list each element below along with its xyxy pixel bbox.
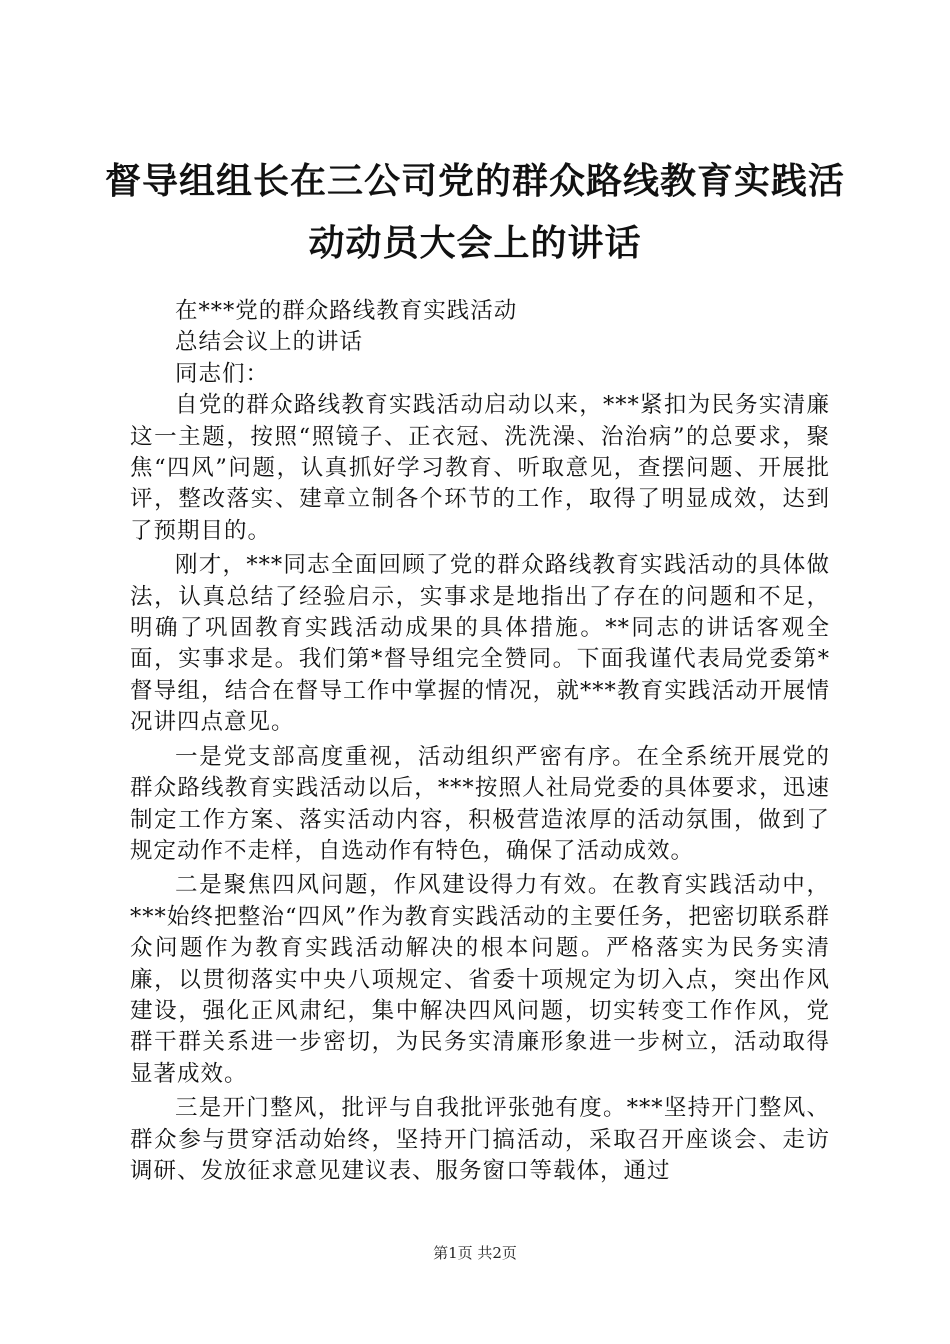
body-paragraph: 二是聚焦四风问题，作风建设得力有效。在教育实践活动中，***始终把整治“四风”作为教育实践活动的主要任务，把密切联系群众问题作为教育实践活动解决的根本问题。严格落实为民务实清廉，以贯彻落实中央八项规定、省委十项规定为切入点，突出作风建设，强化正风肃纪，集中解决四风问题，切实转变工作作风，党群干群关系进一步密切，为民务实清廉形象进一步树立，活动取得显著成效。 — [130, 872, 830, 1087]
body-paragraph: 自党的群众路线教育实践活动启动以来，***紧扣为民务实清廉这一主题，按照“照镜子、正衣冠、洗洗澡、治治病”的总要求，聚焦“四风”问题，认真抓好学习教育、听取意见，查摆问题、开展批评，整改落实、建章立制各个环节的工作，取得了明显成效，达到了预期目的。 — [130, 392, 830, 544]
subtitle-line1: 在***党的群众路线教育实践活动 — [175, 298, 518, 324]
body-paragraph: 一是党支部高度重视，活动组织严密有序。在全系统开展党的群众路线教育实践活动以后，***按照人社局党委的具体要求，迅速制定工作方案、落实活动内容，积极营造浓厚的活动氛围，做到了规定动作不走样，自选动作有特色，确保了活动成效。 — [130, 743, 830, 864]
subtitle-line2: 总结会议上的讲话 — [175, 329, 364, 356]
page-footer: 第1页 共2页 — [433, 1244, 517, 1262]
salutation: 同志们： — [175, 360, 270, 387]
body-paragraph: 刚才，***同志全面回顾了党的群众路线教育实践活动的具体做法，认真总结了经验启示，实事求是地指出了存在的问题和不足，明确了巩固教育实践活动成果的具体措施。**同志的讲话客观全面，实事求是。我们第*督导组完全赞同。下面我谨代表局党委第*督导组，结合在督导工作中掌握的情况，就***教育实践活动开展情况讲四点意见。 — [130, 552, 830, 736]
body-paragraph: 三是开门整风，批评与自我批评张弛有度。***坚持开门整风、群众参与贯穿活动始终，坚持开门搞活动，采取召开座谈会、走访调研、发放征求意见建议表、服务窗口等载体，通过 — [130, 1095, 830, 1184]
document-title-line2: 动动员大会上的讲话 — [308, 223, 642, 264]
document-title-line1: 督导组组长在三公司党的群众路线教育实践活 — [104, 161, 845, 202]
document-body — [130, 296, 830, 1187]
